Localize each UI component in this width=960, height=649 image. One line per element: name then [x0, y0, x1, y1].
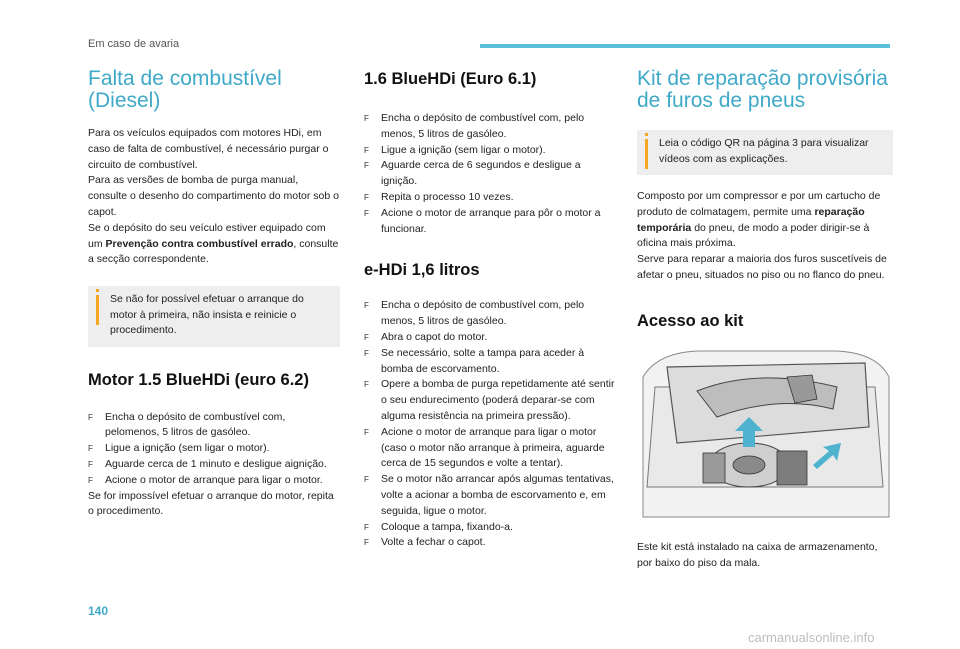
- bullet-icon: F: [364, 348, 369, 358]
- bullet-icon: F: [88, 412, 93, 422]
- bullet-icon: F: [364, 301, 369, 311]
- fuel-title: Falta de combustível (Diesel): [88, 67, 282, 112]
- column-repair-kit: [637, 60, 893, 571]
- motor-15-title: Motor 1.5 BlueHDi (euro 6.2): [88, 370, 309, 389]
- list-item: F Acione o motor de arranque para ligar o motor.: [88, 473, 340, 489]
- fuel-intro-1: Para os veículos equipados com motores HDi, em caso de falta de combustível, é necessário purgar o circuito de combustível.: [88, 127, 329, 171]
- bullet-icon: F: [88, 444, 93, 454]
- list-item: F Aguarde cerca de 6 segundos e desligue a ignição.: [364, 159, 581, 188]
- bullet-icon: F: [364, 522, 369, 532]
- retry-note-text: Se não for possível efetuar o arranque do motor à primeira, não insista e reinicie o procedimento.: [110, 293, 304, 337]
- bullet-icon: F: [364, 192, 369, 202]
- list-item: F Aguarde cerca de 1 minuto e desligue aignição.: [88, 457, 340, 473]
- bullet-icon: F: [364, 332, 369, 342]
- retry-note: [88, 286, 340, 347]
- list-item: F Acione o motor de arranque para ligar o motor (caso o motor não arranque à primeira, aguarde cerca de 15 segundos e volte a tentar).: [364, 425, 605, 470]
- list-item: F Se necessário, solte a tampa para aceder à bomba de escorvamento.: [364, 346, 585, 375]
- bluehdi-16-steps: [364, 111, 616, 237]
- qr-note-text: Leia o código QR na página 3 para visualizar vídeos com as explicações.: [659, 137, 869, 165]
- list-item: F Ligue a ignição (sem ligar o motor).: [88, 441, 340, 457]
- kit-location-caption: Este kit está instalado na caixa de armazenamento, por baixo do piso da mala.: [637, 540, 878, 569]
- bullet-icon: F: [364, 538, 369, 548]
- bullet-icon: F: [364, 475, 369, 485]
- bullet-icon: F: [364, 161, 369, 171]
- info-icon: [96, 295, 99, 325]
- trunk-illustration: [637, 347, 893, 523]
- column-engines: [364, 60, 616, 551]
- list-item: F Encha o depósito de combustível com, pelomenos, 5 litros de gasóleo.: [88, 410, 286, 439]
- misfuel-prevention-term: Prevenção contra combustível errado: [105, 237, 294, 250]
- bullet-icon: F: [364, 380, 369, 390]
- fuel-intro-3-tail: , consulte a secção correspondente.: [88, 237, 339, 266]
- page-number: 140: [88, 604, 109, 618]
- repair-kit-title: Kit de reparação provisória de furos de pneus: [637, 67, 888, 112]
- bullet-icon: F: [364, 114, 369, 123]
- section-header: Em caso de avaria: [88, 38, 180, 50]
- bluehdi-16-title: 1.6 BlueHDi (Euro 6.1): [364, 70, 537, 88]
- bullet-icon: F: [88, 460, 93, 470]
- list-item: F Acione o motor de arranque para pôr o motor a funcionar.: [364, 206, 601, 235]
- motor-15-steps: [88, 410, 340, 489]
- ehdi-16-steps: [364, 298, 616, 551]
- list-item: F Se o motor não arrancar após algumas tentativas, volte a acionar a bomba de escorvamento e, em seguida, ligue o motor.: [364, 473, 614, 517]
- fuel-intro-3: [88, 221, 340, 268]
- kit-description: Composto por um compressor e por um cartucho de produto de colmatagem, permite uma reparação temporária do pneu, de modo a poder dirigir-se à oficina mais próxima.: [637, 190, 881, 250]
- fuel-intro-3-text: Se o depósito do seu veículo estiver equipado com um: [88, 221, 326, 250]
- info-icon: [645, 139, 648, 169]
- list-item: F Encha o depósito de combustível com, pelo menos, 5 litros de gasóleo.: [364, 112, 585, 140]
- list-item: F Ligue a ignição (sem ligar o motor).: [364, 143, 616, 159]
- ehdi-16-title: e-HDi 1,6 litros: [364, 261, 480, 280]
- list-item: F Repita o processo 10 vezes.: [364, 190, 616, 206]
- kit-access-title: Acesso ao kit: [637, 311, 744, 330]
- bullet-icon: F: [364, 427, 369, 437]
- fuel-intro-2: Para as versões de bomba de purga manual, consulte o desenho do compartimento do motor sob o capot.: [88, 174, 339, 218]
- bullet-icon: F: [88, 475, 93, 485]
- header-rule: [480, 44, 890, 48]
- kit-description-2: Serve para reparar a maioria dos furos suscetíveis de afetar o pneu, situados no piso ou no flanco do pneu.: [637, 253, 887, 281]
- temporary-repair-term: reparação temporária: [637, 205, 865, 234]
- list-item: F Coloque a tampa, fixando-a.: [364, 520, 616, 536]
- list-item: F Volte a fechar o capot.: [364, 535, 616, 551]
- bullet-icon: F: [364, 145, 369, 155]
- list-item: F Abra o capot do motor.: [364, 330, 616, 346]
- qr-note: [637, 130, 893, 175]
- watermark: carmanualsonline.info: [748, 630, 875, 645]
- column-fuel: [88, 60, 340, 520]
- list-item: F Opere a bomba de purga repetidamente até sentir o seu endurecimento (poderá deparar-se com alguma resistência na primeira pressão).: [364, 378, 615, 422]
- list-item: F Encha o depósito de combustível com, pelo menos, 5 litros de gasóleo.: [364, 299, 585, 328]
- motor-15-footer: Se for impossível efetuar o arranque do motor, repita o procedimento.: [88, 489, 334, 518]
- bullet-icon: F: [364, 208, 369, 218]
